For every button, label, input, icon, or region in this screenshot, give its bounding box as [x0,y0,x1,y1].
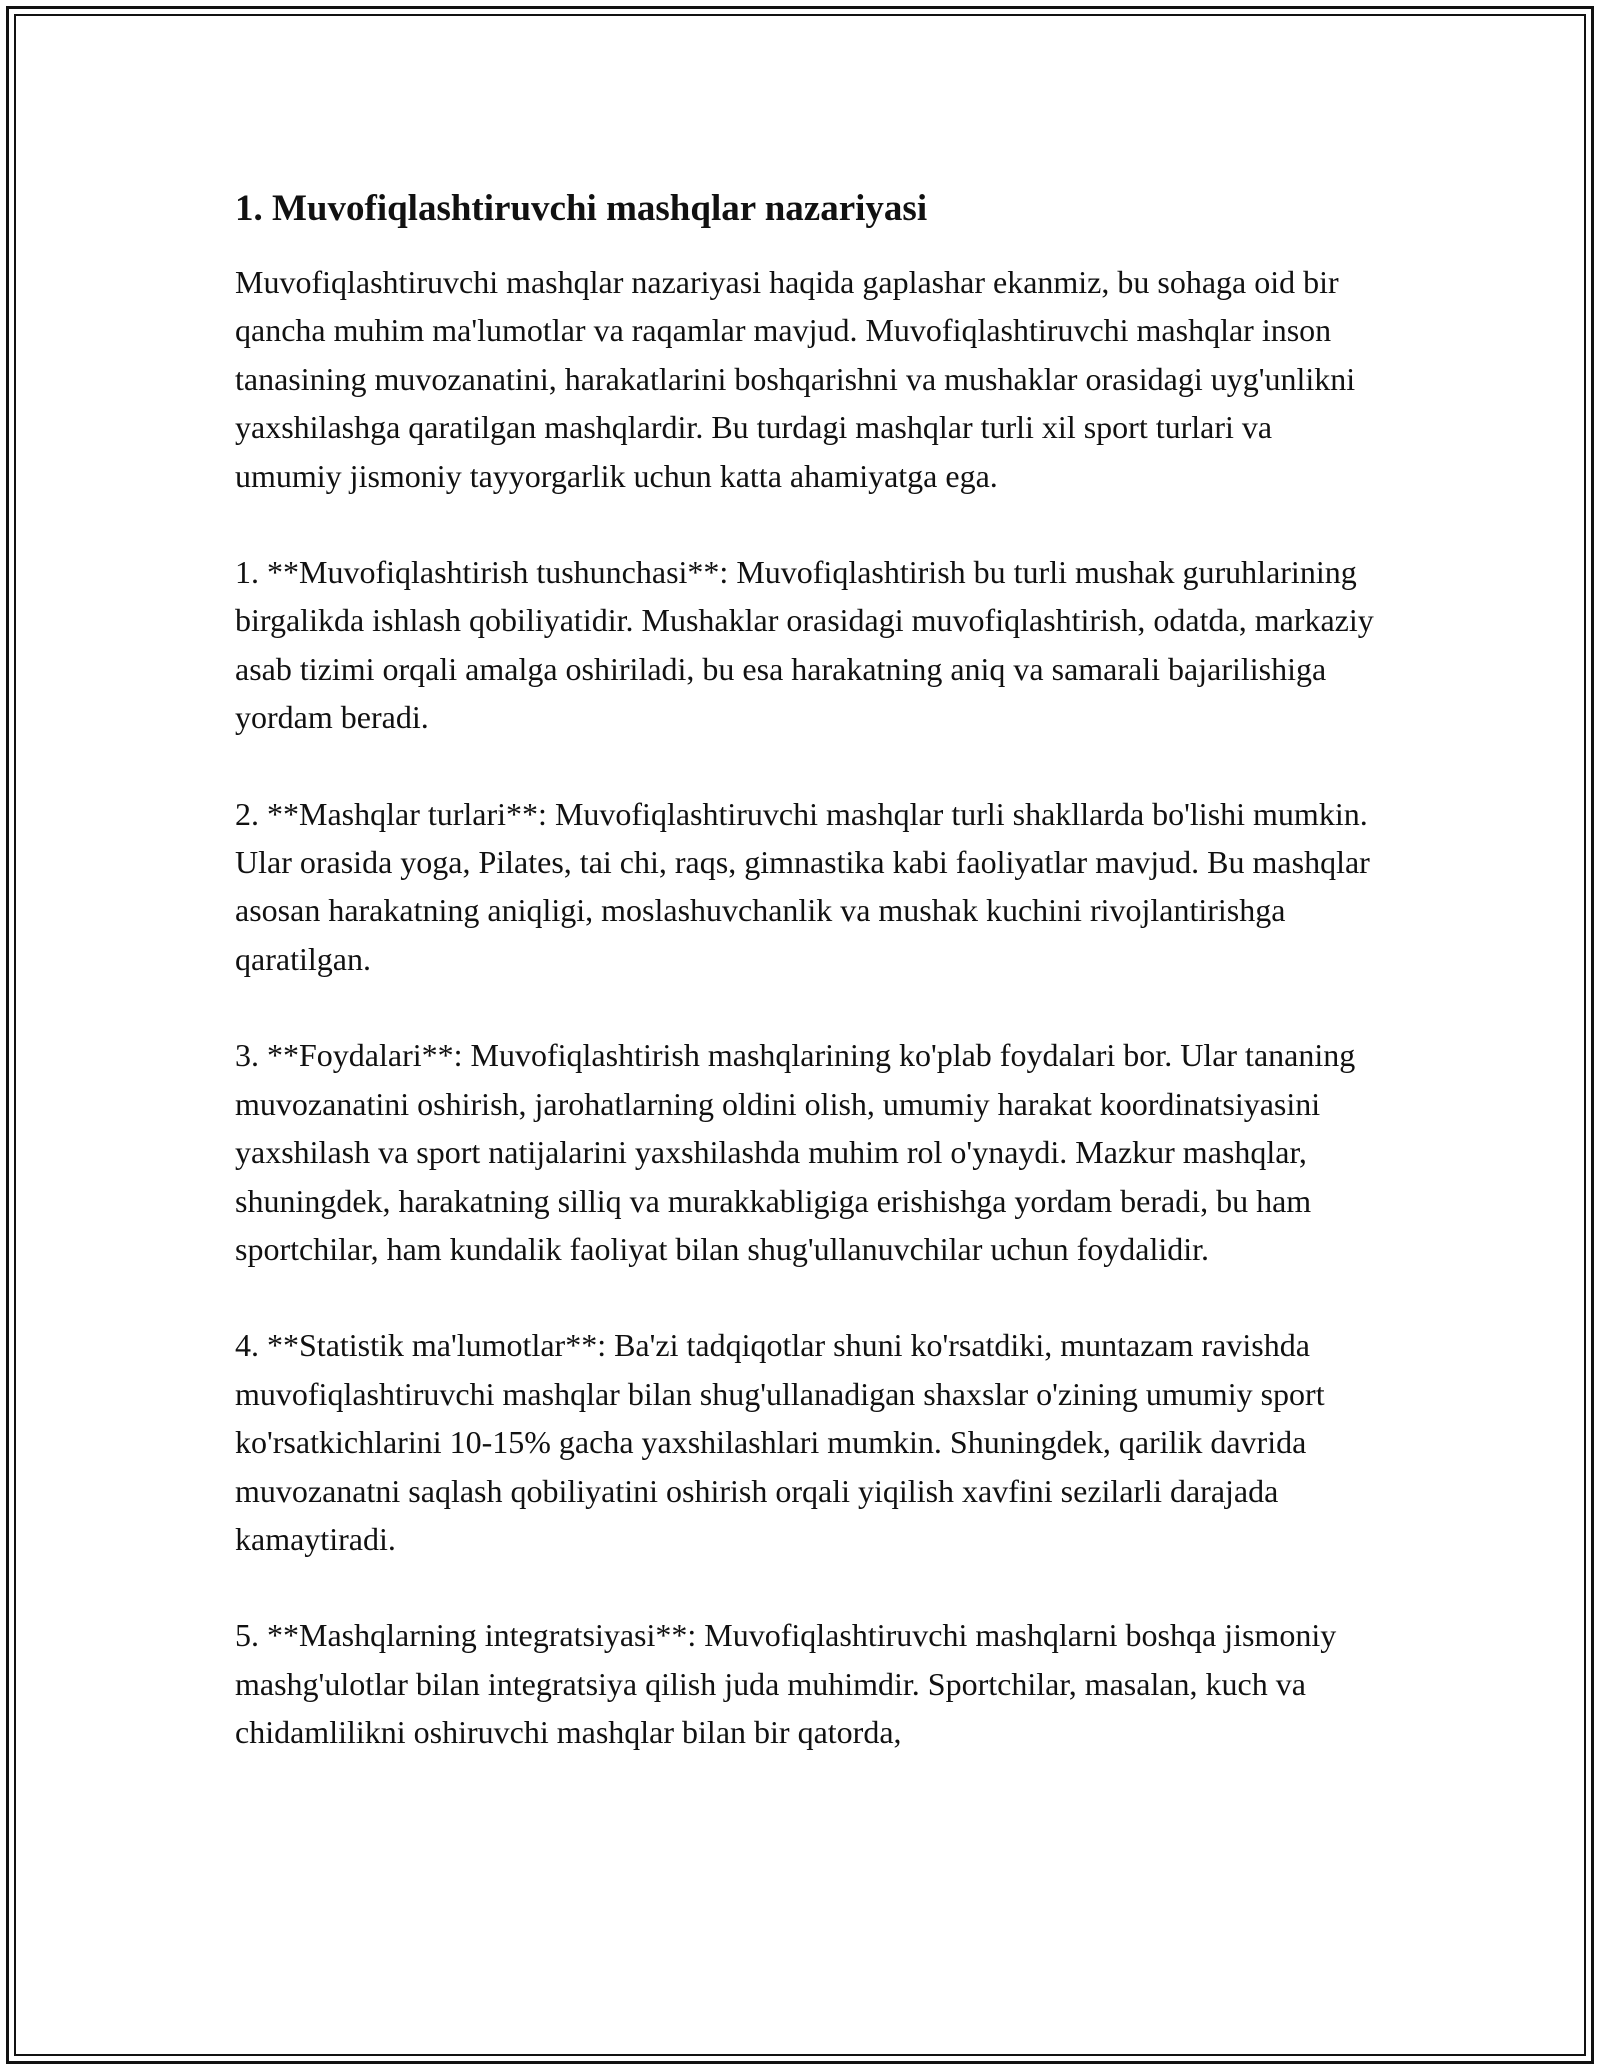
intro-paragraph: Muvofiqlashtiruvchi mashqlar nazariyasi haqida gaplashar ekanmiz, bu sohaga oid bir qancha muhim ma'lumotlar va raqamlar mavjud. Muvofiqlashtiruvchi mashqlar inson tanasining muvozanatini, harakatlarini boshqarishni va mushaklar orasidagi uyg'unlikni yaxshilashga qaratilgan mashqlardir. Bu turdagi mashqlar turli xil sport turlari va umumiy jismoniy tayyorgarlik uchun katta ahamiyatga ega. [235,264,1356,494]
section-heading: 1. Muvofiqlashtiruvchi mashqlar nazariyasi [235,188,928,229]
paragraph-integration: 5. **Mashqlarning integratsiyasi**: Muvofiqlashtiruvchi mashqlarni boshqa jismoniy mashg'ulotlar bilan integratsiya qilish juda muhimdir. Sportchilar, masalan, kuch va chidamlilikni oshiruvchi mashqlar bilan bir qatorda, [235,1617,1337,1751]
paragraph-statistics: 4. **Statistik ma'lumotlar**: Ba'zi tadqiqotlar shuni ko'rsatdiki, muntazam ravishda muvofiqlashtiruvchi mashqlar bilan shug'ullanadigan shaxslar o'zining umumiy sport ko'rsatkichlarini 10-15% gacha yaxshilashlari mumkin. Shuningdek, qarilik davrida muvozanatni saqlash qobiliyatini oshirish orqali yiqilish xavfini sezilarli darajada kamaytiradi. [235,1327,1325,1557]
paragraph-coordination-concept: 1. **Muvofiqlashtirish tushunchasi**: Muvofiqlashtirish bu turli mushak guruhlarining birgalikda ishlash qobiliyatidir. Mushaklar orasidagi muvofiqlashtirish, odatda, markaziy asab tizimi orqali amalga oshiriladi, bu esa harakatning aniq va samarali bajarilishiga yordam beradi. [235,554,1374,736]
document-body [235,186,1375,1805]
paragraph-benefits: 3. **Foydalari**: Muvofiqlashtirish mashqlarining ko'plab foydalari bor. Ular tananing muvozanatini oshirish, jarohatlarning oldini olish, umumiy harakat koordinatsiyasini yaxshilash va sport natijalarini yaxshilashda muhim rol o'ynaydi. Mazkur mashqlar, shuningdek, harakatning silliq va murakkabligiga erishishga yordam beradi, bu ham sportchilar, ham kundalik faoliyat bilan shug'ullanuvchilar uchun foydalidir. [235,1037,1356,1267]
paragraph-exercise-types: 2. **Mashqlar turlari**: Muvofiqlashtiruvchi mashqlar turli shakllarda bo'lishi mumkin. Ular orasida yoga, Pilates, tai chi, raqs, gimnastika kabi faoliyatlar mavjud. Bu mashqlar asosan harakatning aniqligi, moslashuvchanlik va mushak kuchini rivojlantirishga qaratilgan. [235,795,1370,977]
